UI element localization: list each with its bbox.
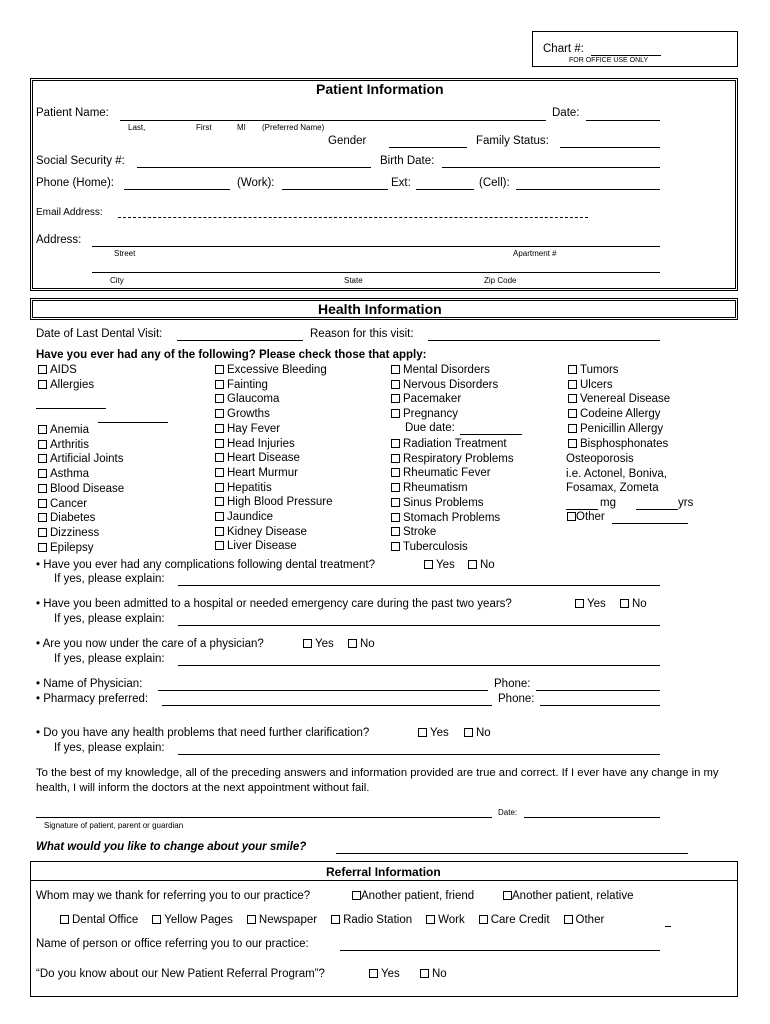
condition-item[interactable] xyxy=(391,496,514,511)
another-relative[interactable] xyxy=(503,890,633,902)
checkbox[interactable] xyxy=(567,512,576,521)
yes-label: Yes xyxy=(587,598,606,610)
other-field[interactable] xyxy=(612,523,688,524)
smile-field[interactable] xyxy=(336,853,688,854)
sub-pref: (Preferred Name) xyxy=(262,123,325,132)
sig-date-field[interactable] xyxy=(524,817,660,818)
checkbox[interactable] xyxy=(479,915,488,924)
signature-label: Signature of patient, parent or guardian xyxy=(44,821,184,830)
checkbox[interactable] xyxy=(38,380,47,389)
gender-field[interactable] xyxy=(389,147,467,148)
checkbox[interactable] xyxy=(215,512,224,521)
condition-label: Fosamax, Zometa xyxy=(566,482,659,495)
program-yes[interactable] xyxy=(369,968,400,980)
checkbox[interactable] xyxy=(215,541,224,550)
email-field[interactable] xyxy=(118,217,588,218)
work-label: (Work): xyxy=(237,177,275,189)
condition-label: Artificial Joints xyxy=(50,453,124,466)
condition-item[interactable] xyxy=(391,407,498,422)
other-label: Other xyxy=(576,511,605,523)
program-question: “Do you know about our New Patient Referral Program”? xyxy=(36,968,325,980)
checkbox[interactable] xyxy=(620,599,629,608)
referral-option-label: Dental Office xyxy=(72,914,139,926)
condition-label: Stomach Problems xyxy=(403,511,501,524)
checkbox[interactable] xyxy=(352,891,361,900)
checkbox[interactable] xyxy=(568,409,577,418)
q-physician: • Are you now under the care of a physician? xyxy=(36,638,264,650)
q-hospital-yes[interactable] xyxy=(575,598,606,610)
statement: To the best of my knowledge, all of the preceding answers and information provided are true and correct. If I ever have any change in my health, I will inform the doctors at the next appointment without fail. xyxy=(36,767,719,794)
allergies-field-1[interactable] xyxy=(36,408,106,409)
date-label: Date: xyxy=(552,107,580,119)
city-state-zip-field[interactable] xyxy=(92,272,660,273)
condition-item[interactable] xyxy=(391,466,514,481)
physician-name-label: Name of Physician: xyxy=(43,678,143,690)
condition-item[interactable] xyxy=(566,481,667,496)
explain-3-field[interactable] xyxy=(178,665,660,666)
condition-label: Arthritis xyxy=(50,438,89,451)
referral-title: Referral Information xyxy=(326,865,441,879)
referral-option-label: Other xyxy=(575,914,605,926)
checkbox[interactable] xyxy=(215,497,224,506)
sig-date-label: Date: xyxy=(498,808,518,817)
referral-divider xyxy=(31,880,737,881)
condition-label: Sinus Problems xyxy=(403,496,484,509)
city-sub: City xyxy=(110,276,124,285)
condition-item[interactable] xyxy=(391,378,498,393)
condition-item[interactable] xyxy=(391,437,514,452)
referral-option[interactable] xyxy=(426,914,465,926)
q-hospital-no[interactable] xyxy=(620,598,647,610)
referral-option-label: Work xyxy=(438,914,465,926)
referral-options xyxy=(60,914,604,926)
condition-item[interactable] xyxy=(568,407,670,422)
condition-label: Mental Disorders xyxy=(403,364,490,376)
no-label: No xyxy=(480,559,495,571)
pharmacy-field[interactable] xyxy=(162,705,492,706)
smile-question: What would you like to change about your smile? xyxy=(36,841,307,853)
chart-label: Chart #: xyxy=(543,43,584,55)
checkbox[interactable] xyxy=(152,915,161,924)
q-problems-no[interactable] xyxy=(464,727,491,739)
referral-option-label: Newspaper xyxy=(258,914,318,926)
last-visit-field[interactable] xyxy=(177,340,303,341)
checkbox[interactable] xyxy=(568,439,577,448)
referral-option[interactable] xyxy=(60,914,138,926)
q-physician-no[interactable] xyxy=(348,638,375,650)
yes-label: Yes xyxy=(381,968,400,980)
checkbox[interactable] xyxy=(215,409,224,418)
physician-phone-label: Phone: xyxy=(494,678,531,690)
street-field[interactable] xyxy=(92,246,660,247)
condition-item[interactable] xyxy=(215,510,332,525)
family-status-label: Family Status: xyxy=(476,135,549,147)
checkbox[interactable] xyxy=(568,424,577,433)
reason-field[interactable] xyxy=(428,340,660,341)
condition-item[interactable] xyxy=(215,422,332,437)
checkbox[interactable] xyxy=(348,639,357,648)
condition-label: Bisphosphonates xyxy=(580,437,669,450)
checkbox[interactable] xyxy=(215,453,224,462)
checkbox[interactable] xyxy=(503,891,512,900)
state-sub: State xyxy=(344,276,363,285)
condition-label: Kidney Disease xyxy=(227,525,307,538)
q-complications: • Have you ever had any complications following dental treatment? xyxy=(36,559,376,571)
other-ref-field[interactable] xyxy=(665,926,671,927)
checkbox[interactable] xyxy=(391,527,400,536)
checkbox[interactable] xyxy=(568,380,577,389)
condition-item[interactable] xyxy=(38,452,124,467)
yrs-label: yrs xyxy=(678,497,694,509)
condition-item[interactable] xyxy=(215,378,332,393)
condition-label: Osteoporosis xyxy=(566,453,634,465)
checkbox[interactable] xyxy=(575,599,584,608)
explain-2-label: If yes, please explain: xyxy=(54,613,165,625)
conditions-col-1 xyxy=(38,363,94,392)
another-friend[interactable] xyxy=(352,890,474,902)
zip-sub: Zip Code xyxy=(484,276,517,285)
referral-option[interactable] xyxy=(564,914,605,926)
condition-label: Anemia xyxy=(50,424,89,436)
physician-name-field[interactable] xyxy=(158,690,488,691)
q-physician-yes[interactable] xyxy=(303,638,334,650)
patient-info-title: Patient Information xyxy=(316,81,444,97)
checkbox[interactable] xyxy=(391,498,400,507)
condition-label: Penicillin Allergy xyxy=(580,422,664,435)
condition-label: High Blood Pressure xyxy=(227,496,333,509)
another-friend-label: Another patient, friend xyxy=(361,890,475,902)
q-physician-text: Are you now under the care of a physician? xyxy=(42,638,264,650)
condition-label: Epilepsy xyxy=(50,541,94,554)
patient-name-label: Patient Name: xyxy=(36,107,109,119)
street-sub: Street xyxy=(114,249,136,258)
condition-label: Codeine Allergy xyxy=(580,408,661,421)
checkbox[interactable] xyxy=(38,440,47,449)
checkbox[interactable] xyxy=(38,469,47,478)
checkbox[interactable] xyxy=(468,560,477,569)
phone-home-field[interactable] xyxy=(124,189,230,190)
checkbox[interactable] xyxy=(464,728,473,737)
checkbox[interactable] xyxy=(426,915,435,924)
last-visit-label: Date of Last Dental Visit: xyxy=(36,328,163,340)
checkbox[interactable] xyxy=(418,728,427,737)
condition-item[interactable] xyxy=(568,437,670,452)
checkbox[interactable] xyxy=(391,380,400,389)
reason-label: Reason for this visit: xyxy=(310,328,414,340)
q-problems-text: Do you have any health problems that need further clarification? xyxy=(43,727,370,739)
condition-item[interactable] xyxy=(568,392,670,407)
checkbox[interactable] xyxy=(391,542,400,551)
conditions-col-1b xyxy=(38,423,124,555)
checkbox[interactable] xyxy=(38,513,47,522)
checkbox[interactable] xyxy=(215,365,224,374)
date-field[interactable] xyxy=(586,120,660,121)
condition-label: Stroke xyxy=(403,526,437,539)
name-person-label: Name of person or office referring you to our practice: xyxy=(36,938,309,950)
condition-label: Nervous Disorders xyxy=(403,378,499,391)
condition-label: Glaucoma xyxy=(227,393,280,406)
due-date-field[interactable] xyxy=(460,434,522,435)
checkbox[interactable] xyxy=(568,394,577,403)
health-info-title: Health Information xyxy=(318,301,442,317)
checkbox[interactable] xyxy=(215,424,224,433)
condition-item[interactable] xyxy=(568,422,670,437)
condition-label: Dizziness xyxy=(50,526,100,539)
condition-item[interactable] xyxy=(391,452,514,467)
condition-label: Hay Fever xyxy=(227,422,281,435)
checkbox[interactable] xyxy=(303,639,312,648)
condition-item[interactable] xyxy=(215,392,332,407)
q-complications-yes[interactable] xyxy=(424,559,455,571)
chart-number-field[interactable] xyxy=(591,55,661,56)
condition-item[interactable] xyxy=(38,423,124,438)
explain-3-label: If yes, please explain: xyxy=(54,653,165,665)
patient-info-box xyxy=(30,78,738,291)
condition-label: Head Injuries xyxy=(227,437,295,450)
program-no[interactable] xyxy=(420,968,447,980)
birth-date-field[interactable] xyxy=(442,167,660,168)
office-use-label: FOR OFFICE USE ONLY xyxy=(569,57,649,64)
referral-option-label: Yellow Pages xyxy=(164,914,233,926)
q-problems: • Do you have any health problems that need further clarification? xyxy=(36,727,370,739)
condition-item[interactable] xyxy=(391,392,498,407)
condition-label: Fainting xyxy=(227,378,268,391)
condition-label: Hepatitis xyxy=(227,481,272,494)
no-label: No xyxy=(476,727,491,739)
condition-item[interactable] xyxy=(215,539,332,554)
condition-label: Growths xyxy=(227,408,270,421)
ssn-label: Social Security #: xyxy=(36,155,125,167)
yes-label: Yes xyxy=(430,727,449,739)
referral-option[interactable] xyxy=(152,914,233,926)
condition-item[interactable] xyxy=(38,378,94,393)
checkbox[interactable] xyxy=(38,425,47,434)
conditions-question: Have you ever had any of the following? Please check those that apply: xyxy=(36,349,427,361)
conditions-col-4 xyxy=(568,363,670,451)
q-hospital: • Have you been admitted to a hospital or needed emergency care during the past two years? xyxy=(36,598,512,610)
condition-label: Radiation Treatment xyxy=(403,438,507,450)
physician-name: • Name of Physician: xyxy=(36,678,143,690)
referral-option[interactable] xyxy=(247,914,317,926)
conditions-col-3 xyxy=(391,363,498,422)
referral-option[interactable] xyxy=(479,914,550,926)
condition-label: Allergies xyxy=(50,378,95,391)
other-check[interactable] xyxy=(567,511,605,523)
chart-box xyxy=(532,31,738,67)
checkbox[interactable] xyxy=(369,969,378,978)
checkbox[interactable] xyxy=(215,483,224,492)
work-field[interactable] xyxy=(282,189,388,190)
q-complications-no[interactable] xyxy=(468,559,495,571)
checkbox[interactable] xyxy=(215,380,224,389)
checkbox[interactable] xyxy=(568,365,577,374)
osteo-note xyxy=(566,452,667,496)
checkbox[interactable] xyxy=(38,543,47,552)
mg-field[interactable] xyxy=(566,509,598,510)
checkbox[interactable] xyxy=(215,439,224,448)
condition-item[interactable] xyxy=(215,495,332,510)
condition-item[interactable] xyxy=(391,363,498,378)
condition-item[interactable] xyxy=(38,482,124,497)
condition-label: Ulcers xyxy=(580,378,613,391)
yes-label: Yes xyxy=(315,638,334,650)
condition-label: Tuberculosis xyxy=(403,540,468,553)
physician-phone-field[interactable] xyxy=(536,690,660,691)
checkbox[interactable] xyxy=(38,484,47,493)
explain-1-field[interactable] xyxy=(178,585,660,586)
checkbox[interactable] xyxy=(247,915,256,924)
checkbox[interactable] xyxy=(391,513,400,522)
condition-label: Heart Murmur xyxy=(227,466,298,479)
condition-item[interactable] xyxy=(38,363,94,378)
condition-item[interactable] xyxy=(38,497,124,512)
condition-item[interactable] xyxy=(215,525,332,540)
apt-sub: Apartment # xyxy=(513,249,557,258)
condition-label: Excessive Bleeding xyxy=(227,364,327,376)
email-label: Email Address: xyxy=(36,207,103,218)
ext-field[interactable] xyxy=(416,189,474,190)
checkbox[interactable] xyxy=(38,454,47,463)
condition-item[interactable] xyxy=(215,466,332,481)
checkbox[interactable] xyxy=(391,365,400,374)
condition-item[interactable] xyxy=(38,467,124,482)
no-label: No xyxy=(360,638,375,650)
explain-4-label: If yes, please explain: xyxy=(54,742,165,754)
checkbox[interactable] xyxy=(215,394,224,403)
explain-1-label: If yes, please explain: xyxy=(54,573,165,585)
condition-item[interactable] xyxy=(391,540,514,555)
referral-option[interactable] xyxy=(331,914,412,926)
condition-item[interactable] xyxy=(38,541,124,556)
pharmacy: • Pharmacy preferred: xyxy=(36,693,149,705)
condition-item[interactable] xyxy=(38,438,124,453)
checkbox[interactable] xyxy=(60,915,69,924)
condition-item[interactable] xyxy=(38,511,124,526)
sub-first: First xyxy=(196,123,212,132)
checkbox[interactable] xyxy=(391,409,400,418)
checkbox[interactable] xyxy=(331,915,340,924)
pharmacy-label: Pharmacy preferred: xyxy=(43,693,149,705)
condition-label: Blood Disease xyxy=(50,482,125,495)
q-problems-yes[interactable] xyxy=(418,727,449,739)
no-label: No xyxy=(432,968,447,980)
condition-label: Venereal Disease xyxy=(580,393,671,406)
checkbox[interactable] xyxy=(391,483,400,492)
condition-item[interactable] xyxy=(391,481,514,496)
checkbox[interactable] xyxy=(391,468,400,477)
checkbox[interactable] xyxy=(38,499,47,508)
checkbox[interactable] xyxy=(391,439,400,448)
condition-label: Liver Disease xyxy=(227,540,297,553)
condition-label: i.e. Actonel, Boniva, xyxy=(566,467,668,480)
condition-label: Rheumatic Fever xyxy=(403,467,491,480)
checkbox[interactable] xyxy=(215,527,224,536)
checkbox[interactable] xyxy=(420,969,429,978)
signature-field[interactable] xyxy=(36,817,492,818)
condition-item[interactable] xyxy=(215,437,332,452)
condition-item[interactable] xyxy=(391,511,514,526)
due-date-label: Due date: xyxy=(405,422,455,434)
condition-item[interactable] xyxy=(215,481,332,496)
ext-label: Ext: xyxy=(391,177,411,189)
sub-last: Last, xyxy=(128,123,146,132)
condition-item[interactable] xyxy=(391,525,514,540)
condition-label: Pacemaker xyxy=(403,393,462,406)
condition-item[interactable] xyxy=(215,451,332,466)
condition-item[interactable] xyxy=(215,363,332,378)
checkbox[interactable] xyxy=(391,394,400,403)
referral-option-label: Care Credit xyxy=(490,914,550,926)
another-relative-label: Another patient, relative xyxy=(512,890,634,902)
gender-label: Gender xyxy=(328,135,367,147)
conditions-col-3b xyxy=(391,437,514,555)
birth-date-label: Birth Date: xyxy=(380,155,435,167)
condition-item[interactable] xyxy=(566,467,667,482)
whom-label: Whom may we thank for referring you to our practice? xyxy=(36,890,311,902)
condition-label: AIDS xyxy=(50,364,77,376)
condition-item[interactable] xyxy=(568,363,670,378)
condition-label: Respiratory Problems xyxy=(403,452,514,465)
checkbox[interactable] xyxy=(38,528,47,537)
pharmacy-phone-label: Phone: xyxy=(498,693,535,705)
condition-label: Heart Disease xyxy=(227,452,300,465)
checkbox[interactable] xyxy=(38,365,47,374)
name-person-field[interactable] xyxy=(340,950,660,951)
checkbox[interactable] xyxy=(391,454,400,463)
no-label: No xyxy=(632,598,647,610)
explain-2-field[interactable] xyxy=(178,625,660,626)
address-label: Address: xyxy=(36,234,82,246)
checkbox[interactable] xyxy=(564,915,573,924)
condition-label: Diabetes xyxy=(50,512,96,525)
q-hospital-text: Have you been admitted to a hospital or needed emergency care during the past two years? xyxy=(43,598,512,610)
referral-option-label: Radio Station xyxy=(343,914,413,926)
q-complications-text: Have you ever had any complications following dental treatment? xyxy=(43,559,376,571)
checkbox[interactable] xyxy=(424,560,433,569)
condition-label: Asthma xyxy=(50,468,89,481)
family-status-field[interactable] xyxy=(560,147,660,148)
condition-label: Rheumatism xyxy=(403,482,468,495)
mg-label: mg xyxy=(600,497,616,509)
pharmacy-phone-field[interactable] xyxy=(540,705,660,706)
cell-field[interactable] xyxy=(516,189,660,190)
condition-label: Tumors xyxy=(580,364,619,376)
sub-mi: MI xyxy=(237,123,246,132)
ssn-field[interactable] xyxy=(137,167,371,168)
phone-home-label: Phone (Home): xyxy=(36,177,114,189)
yes-label: Yes xyxy=(436,559,455,571)
condition-label: Cancer xyxy=(50,497,88,510)
condition-label: Jaundice xyxy=(227,511,274,524)
conditions-col-2 xyxy=(215,363,332,554)
condition-item[interactable] xyxy=(38,526,124,541)
condition-item[interactable] xyxy=(215,407,332,422)
cell-label: (Cell): xyxy=(479,177,510,189)
condition-item[interactable] xyxy=(568,378,670,393)
checkbox[interactable] xyxy=(215,468,224,477)
condition-label: Pregnancy xyxy=(403,408,458,421)
explain-4-field[interactable] xyxy=(178,754,660,755)
condition-item[interactable] xyxy=(566,452,667,467)
patient-name-field[interactable] xyxy=(120,120,546,121)
yrs-field[interactable] xyxy=(636,509,678,510)
